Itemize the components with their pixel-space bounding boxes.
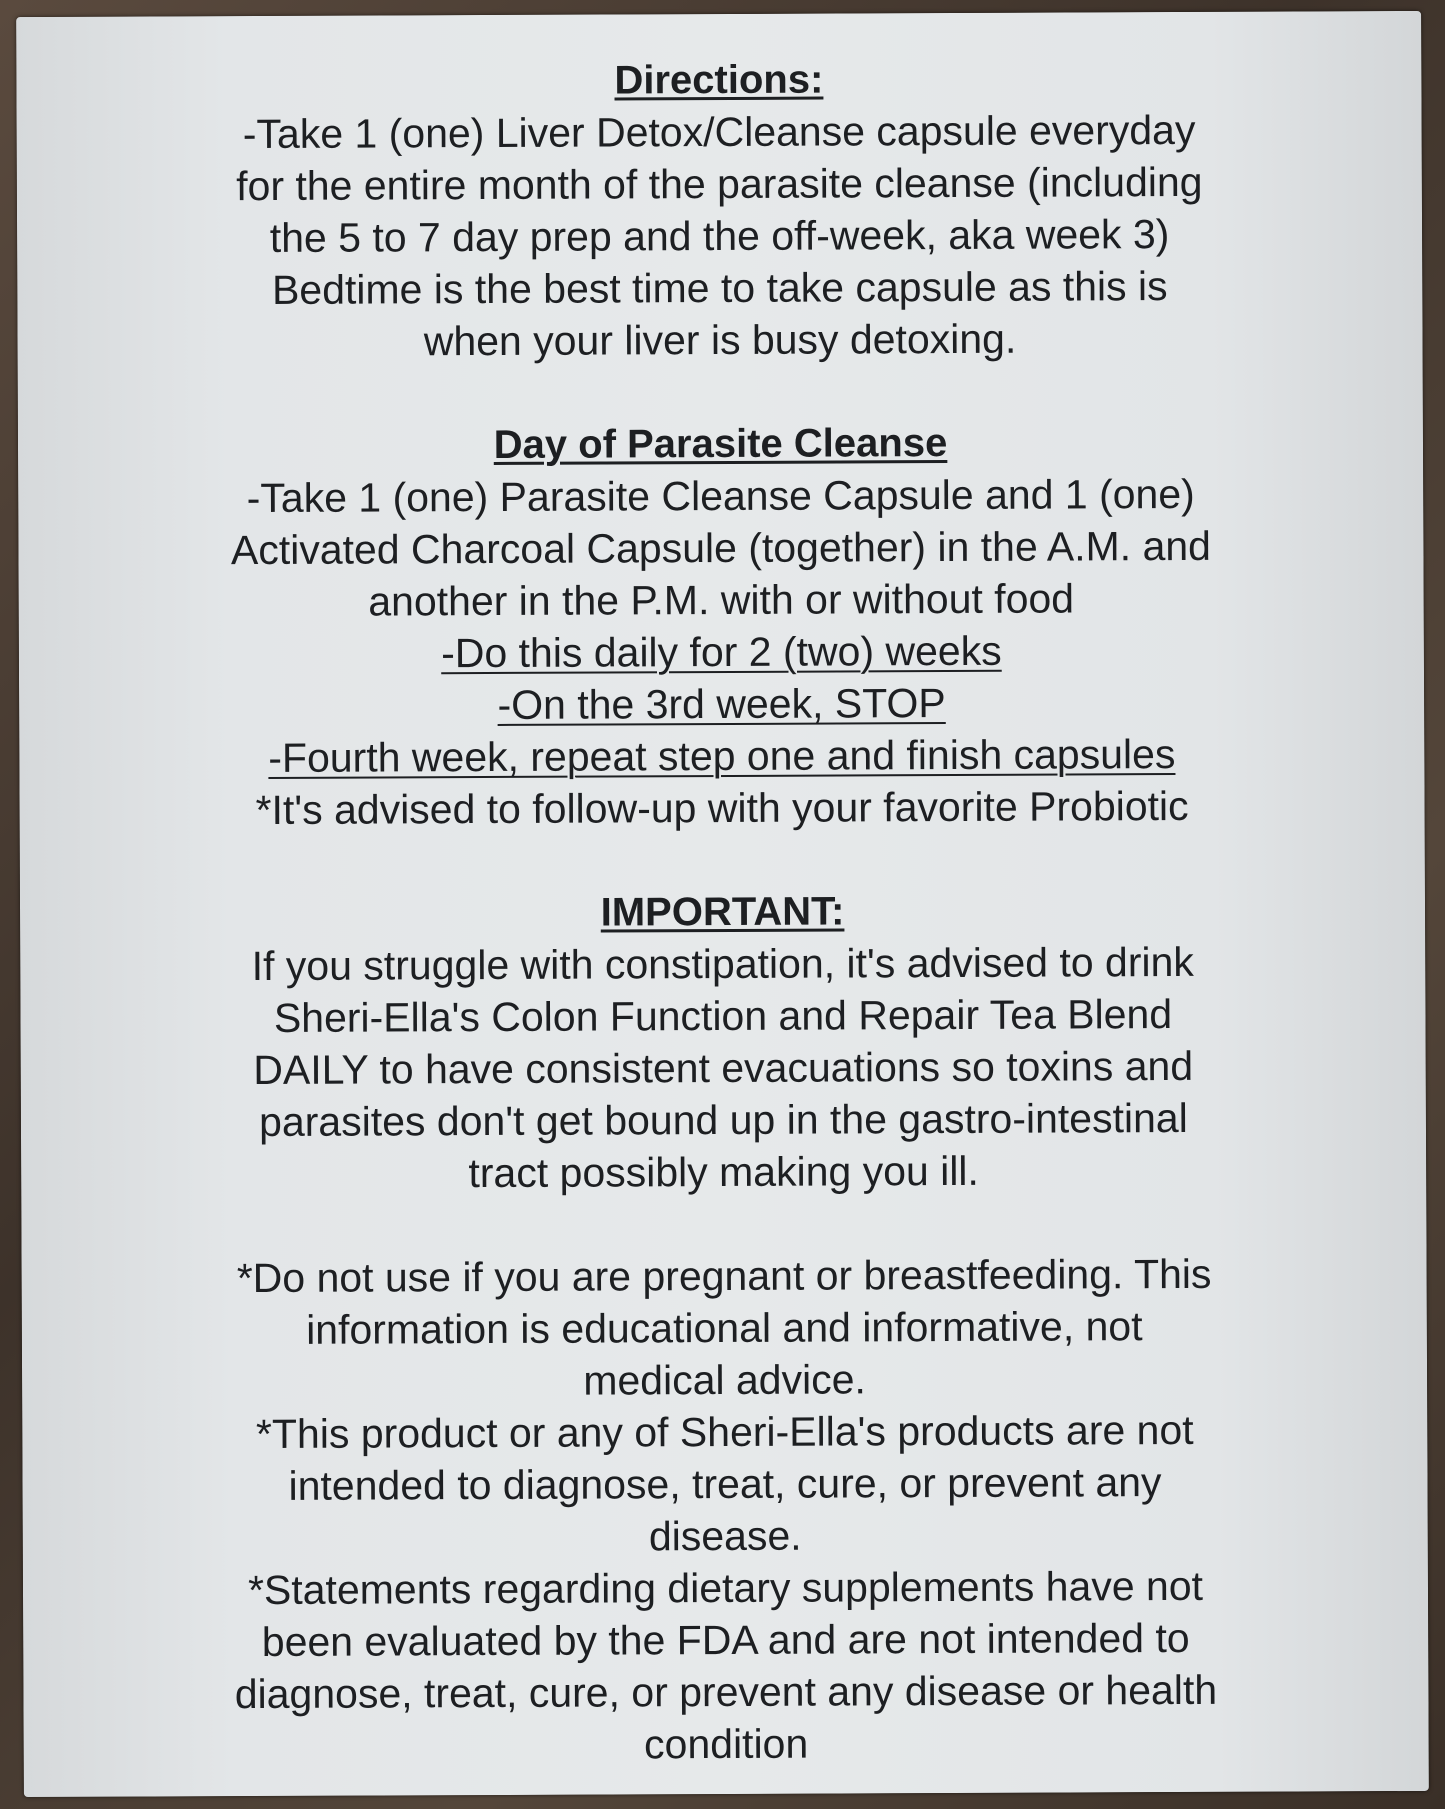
section-spacer — [18, 363, 1423, 421]
cleanse-step — [19, 727, 1424, 785]
disclaimer-line: *This product or any of Sheri-Ella's products are not — [255, 1406, 1194, 1458]
disclaimer-line: disease. — [648, 1512, 802, 1560]
disclaimer-line: medical advice. — [583, 1356, 866, 1404]
disclaimer-line: *Statements regarding dietary supplements have not — [247, 1562, 1204, 1614]
directions-line: when your liver is busy detoxing. — [423, 315, 1017, 365]
important-line: DAILY to have consistent evacuations so toxins and — [253, 1042, 1194, 1094]
cleanse-line: Activated Charcoal Capsule (together) in the A.M. and — [230, 522, 1212, 574]
disclaimer-line: condition — [644, 1720, 809, 1768]
cleanse-step — [19, 675, 1424, 733]
cleanse-step — [19, 623, 1424, 681]
important-line: Sheri-Ella's Colon Function and Repair Tea Blend — [273, 991, 1173, 1041]
cleanse-step-text: -Do this daily for 2 (two) weeks — [441, 627, 1002, 677]
cleanse-heading: Day of Parasite Cleanse — [493, 421, 948, 467]
directions-heading: Directions: — [614, 57, 824, 103]
directions-line: Bedtime is the best time to take capsule as this is — [271, 263, 1168, 313]
important-line: tract possibly making you ill. — [468, 1147, 979, 1197]
probiotic-note: *It's advised to follow-up with your favorite Probiotic — [255, 782, 1189, 834]
directions-line: for the entire month of the parasite cleanse (including — [236, 158, 1203, 210]
important-section — [20, 883, 1426, 1201]
instruction-card — [16, 11, 1429, 1797]
cleanse-line: -Take 1 (one) Parasite Cleanse Capsule and 1 (one) — [246, 470, 1195, 522]
directions-line: -Take 1 (one) Liver Detox/Cleanse capsule everyday — [242, 106, 1196, 158]
disclaimer-line: *Do not use if you are pregnant or breastfeeding. This — [236, 1250, 1212, 1302]
disclaimer-section — [22, 1247, 1429, 1773]
cleanse-line: another in the P.M. with or without food — [368, 575, 1075, 625]
disclaimer-line: been evaluated by the FDA and are not intended to — [261, 1614, 1190, 1666]
important-line: parasites don't get bound up in the gastro-intestinal — [259, 1094, 1188, 1146]
important-heading: IMPORTANT: — [600, 889, 845, 935]
important-line: If you struggle with constipation, it's advised to drink — [251, 938, 1194, 990]
section-spacer — [21, 1195, 1426, 1253]
cleanse-section — [18, 415, 1425, 837]
cleanse-step-text: -On the 3rd week, STOP — [497, 680, 946, 728]
cleanse-step-text: -Fourth week, repeat step one and finish capsules — [268, 731, 1176, 781]
section-spacer — [20, 831, 1425, 889]
disclaimer-line: information is educational and informative, not — [306, 1303, 1143, 1353]
disclaimer-line: diagnose, treat, cure, or prevent any disease or health — [234, 1666, 1218, 1718]
directions-line: the 5 to 7 day prep and the off-week, aka week 3) — [269, 211, 1170, 261]
disclaimer-line: intended to diagnose, treat, cure, or prevent any — [288, 1459, 1162, 1509]
directions-section — [16, 51, 1422, 369]
